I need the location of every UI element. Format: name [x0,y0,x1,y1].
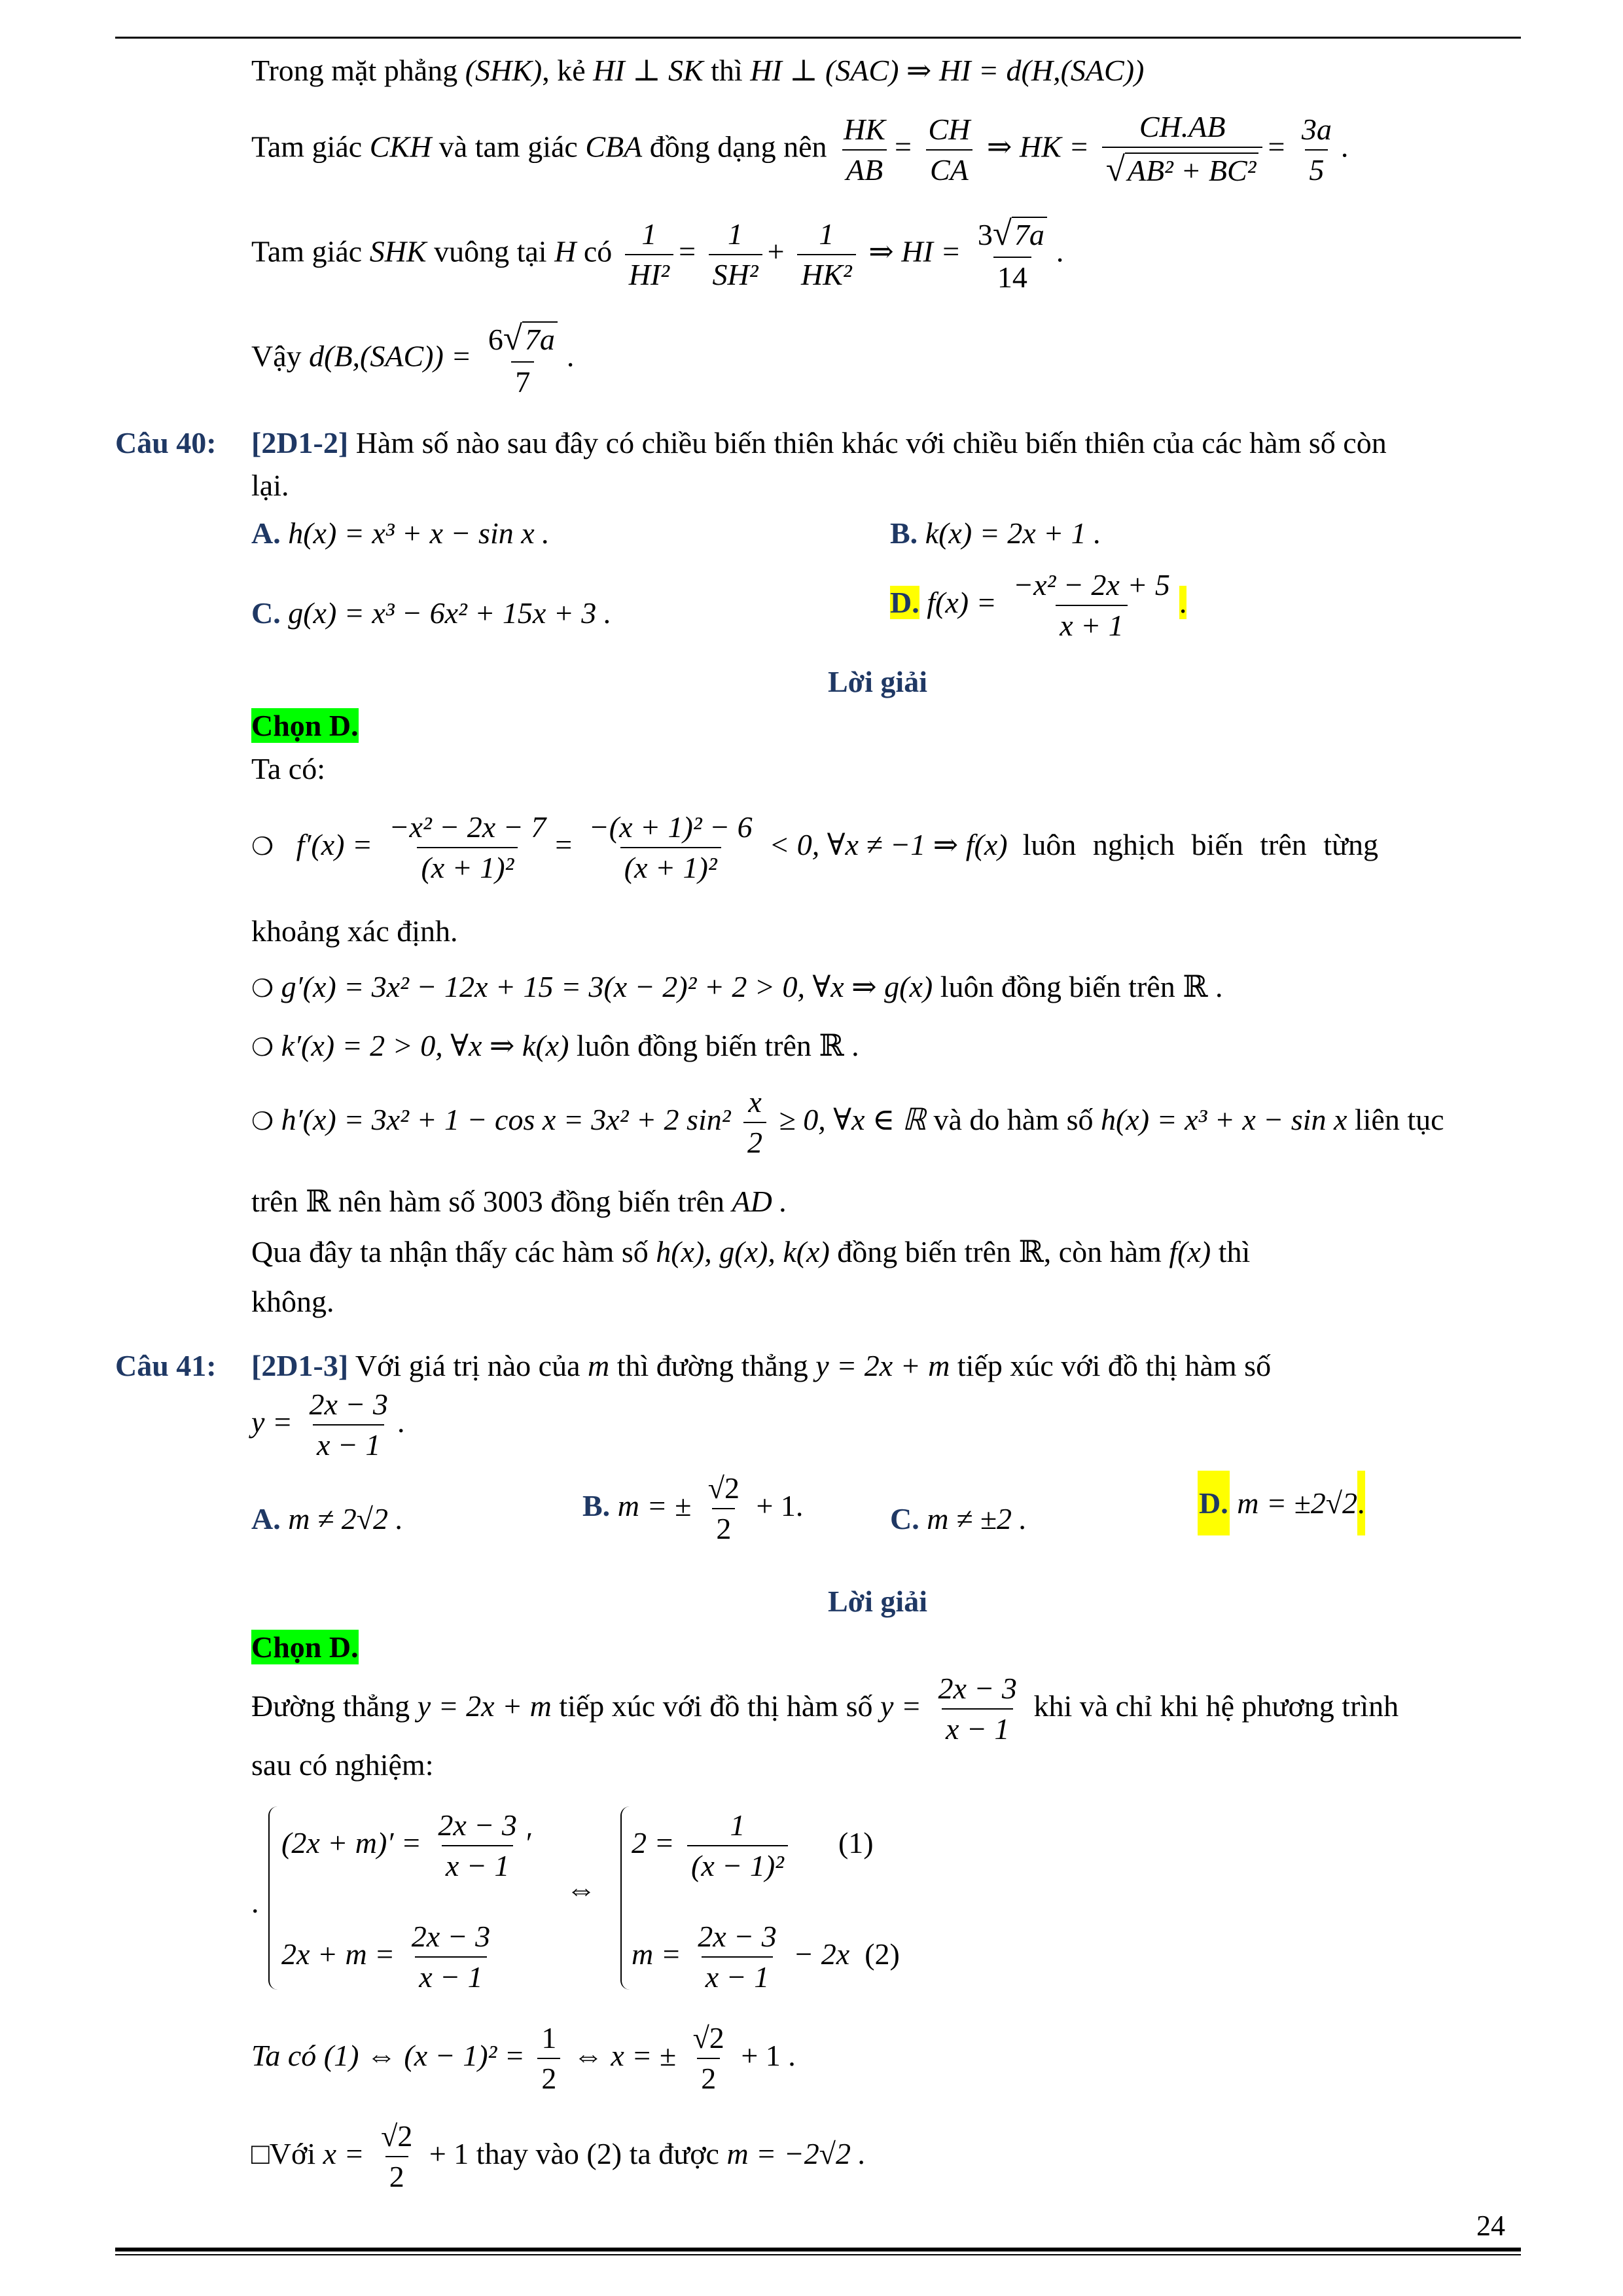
top-rule [115,37,1521,39]
q40-s4: ❍ k′(x) = 2 > 0, ∀x ⇒ k(x) luôn đồng biến trên ℝ . [251,1029,859,1062]
q41-label: Câu 41: [115,1349,217,1382]
q40-stem-2: lại. [251,469,289,502]
q40-label: Câu 40: [115,426,217,459]
prev-line-4: Vậy d(B,(SAC)) = $\frac{6√7a}{7}$ . [251,319,575,399]
page-number: 24 [1476,2210,1505,2242]
bullet-circle-icon: ❍ [251,833,274,861]
q41-s1-line2: sau có nghiệm: [251,1748,434,1782]
prev-line-1: Trong mặt phẳng (SHK), kẻ HI ⊥ SK thì HI ⊥ (SAC) ⇒ HI = d(H,(SAC)) [251,54,1145,87]
system-right-eq1: 2 = $\frac{1}{\text{(x − 1)²}}$ (1) [632,1808,874,1883]
q40-s3: ❍ g′(x) = 3x² − 12x + 15 = 3(x − 2)² + 2 > 0, ∀x ⇒ g(x) luôn đồng biến trên ℝ . [251,970,1223,1003]
q40-option-d[interactable]: D. f(x) = $\frac{\text{−x² − 2x + 5}}{x + 1}$ . [890,568,1187,643]
q41-option-d[interactable]: D. m = ±2√2. [1198,1486,1365,1520]
q41-s3: Ta có (1) ⇔ (x − 1)² = $\frac{1}{2}$ ⇔ x = ± $\frac{√2}{2}$ + 1 . [251,2021,796,2096]
q41-stem-2: y = $\frac{2x - 3}{x - 1}$ . [251,1388,405,1462]
q40-s6: Qua đây ta nhận thấy các hàm số h(x), g(x), k(x) đồng biến trên ℝ, còn hàm f(x) thì [251,1235,1251,1268]
q40-s6-line2: không. [251,1285,334,1318]
q41-solution-title: Lời giải [828,1585,927,1618]
bullet-circle-icon: ❍ [251,1034,274,1062]
q40-s5-line2: trên ℝ nên hàm số 3003 đồng biến trên AD . [251,1185,787,1218]
system-right-eq2: m = $\frac{2x - 3}{x - 1}$ − 2x (2) [632,1920,900,1994]
q40-s1: Ta có: [251,752,326,785]
q40-stem: [2D1-2] Hàm số nào sau đây có chiều biến thiên khác với chiều biến thiên của các hàm số còn [251,426,1387,459]
bottom-rule-thin [115,2254,1521,2255]
system-iff: ⇔ [566,1873,596,1906]
system-left-eq2: 2x + m = $\frac{2x - 3}{x - 1}$ [281,1920,491,1994]
q41-stem: [2D1-3] Với giá trị nào của m thì đường thẳng y = 2x + m tiếp xúc với đồ thị hàm số [251,1349,1272,1382]
q40-option-a[interactable]: A. h(x) = x³ + x − sin x . [251,516,550,550]
q41-choose: Chọn D. [251,1630,359,1664]
q41-s1: Đường thẳng y = 2x + m tiếp xúc với đồ thị hàm số y = $\frac{2x - 3}{x - 1}$ khi và chỉ khi hệ phương trình [251,1672,1399,1746]
q40-choose: Chọn D. [251,709,359,742]
q41-option-b[interactable]: B. m = ± $\frac{√2}{2}$ + 1. [582,1471,804,1546]
system-left-eq1: (2x + m)′ = $\frac{2x - 3}{x - 1}$ ′ [281,1808,533,1883]
bottom-rule [115,2248,1521,2251]
system-dot: . [251,1886,259,1919]
q40-solution-title: Lời giải [828,665,927,698]
q40-s5: ❍ h′(x) = 3x² + 1 − cos x = 3x² + 2 sin² $\frac{x}{2}$ ≥ 0, ∀x ∈ ℝ và do hàm số h(x) = x³ + x − sin x liên tục [251,1085,1444,1160]
q40-s2: ❍ f′(x) = $\frac{\text{−x² − 2x − 7}}{\text{(x + 1)²}}$ = $\frac{\text{−(x + 1)² − 6}}{\text{(x + 1)²}}$ < 0, ∀x ≠ −1 ⇒ f(x) luôn nghịch biến trên từng [251,810,1378,885]
q41-s4: □Với x = $\frac{√2}{2}$ + 1 thay vào (2) ta được m = −2√2 . [251,2119,866,2194]
prev-line-2: Tam giác CKH và tam giác CBA đồng dạng nên $\frac{HK}{AB}$ = $\frac{CH}{CA}$ ⇒ HK = $\frac{CH.AB}{\text{√AB² + BC²}}$ = $\frac{3a}{5}$ . [251,110,1349,189]
bullet-circle-icon: ❍ [251,1107,274,1136]
bullet-circle-icon: ❍ [251,975,274,1003]
q40-option-c[interactable]: C. g(x) = x³ − 6x² + 15x + 3 . [251,596,612,630]
left-brace [268,1806,281,1990]
prev-line-3: Tam giác SHK vuông tại H có $\frac{1}{\text{HI²}}$ = $\frac{1}{\text{SH²}}$ + $\frac{1}{\text{HK²}}$ ⇒ HI = $\frac{3√7a}{14}$ . [251,215,1064,294]
q40-option-b[interactable]: B. k(x) = 2x + 1 . [890,516,1101,550]
q41-option-a[interactable]: A. m ≠ 2√2 . [251,1502,403,1535]
q41-option-c[interactable]: C. m ≠ ±2 . [890,1502,1027,1535]
q40-s2-line2: khoảng xác định. [251,914,458,948]
empty-box-icon: □ [251,2136,270,2170]
